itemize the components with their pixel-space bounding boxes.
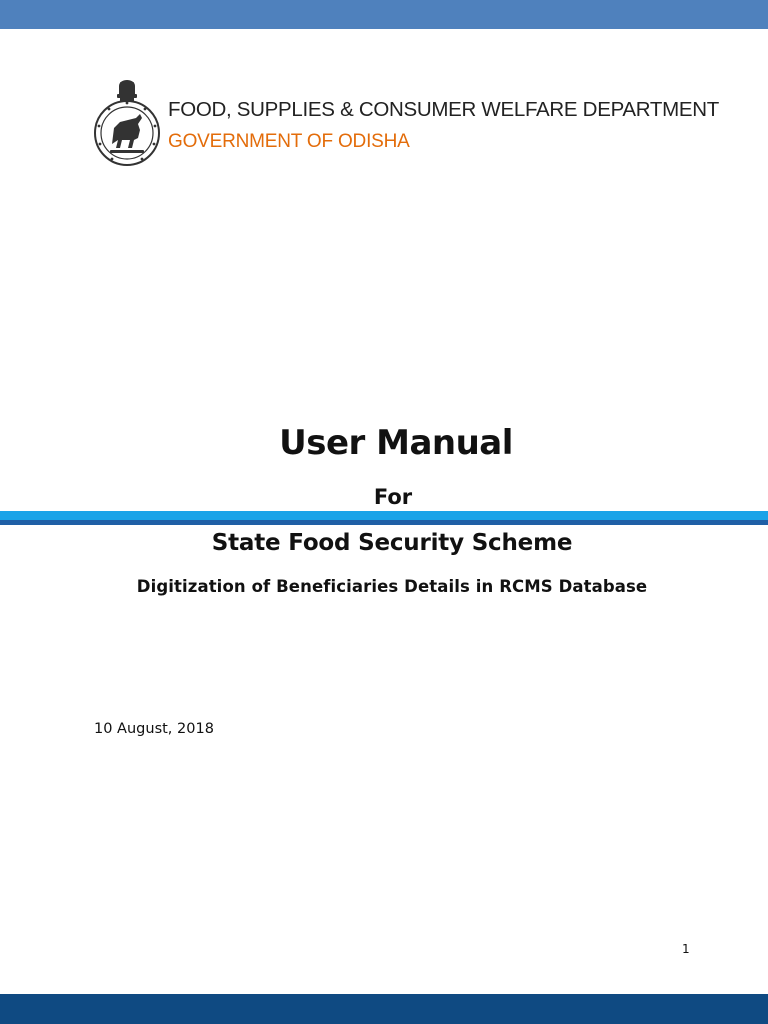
document-subtitle: State Food Security Scheme [211, 530, 573, 556]
document-header [92, 78, 720, 170]
odisha-emblem-icon [92, 78, 162, 168]
bottom-color-bar [0, 994, 768, 1024]
title-divider-light [0, 511, 768, 520]
document-description: Digitization of Beneficiaries Details in RCMS Database [136, 577, 648, 596]
document-title: User Manual [279, 423, 513, 463]
document-date: 10 August, 2018 [94, 721, 214, 737]
title-divider-dark [0, 520, 768, 525]
top-color-bar [0, 0, 768, 29]
government-name: GOVERNMENT OF ODISHA [168, 131, 410, 152]
page-number: 1 [682, 942, 690, 956]
department-name: FOOD, SUPPLIES & CONSUMER WELFARE DEPARTMENT [168, 98, 720, 121]
for-label: For [373, 485, 413, 509]
